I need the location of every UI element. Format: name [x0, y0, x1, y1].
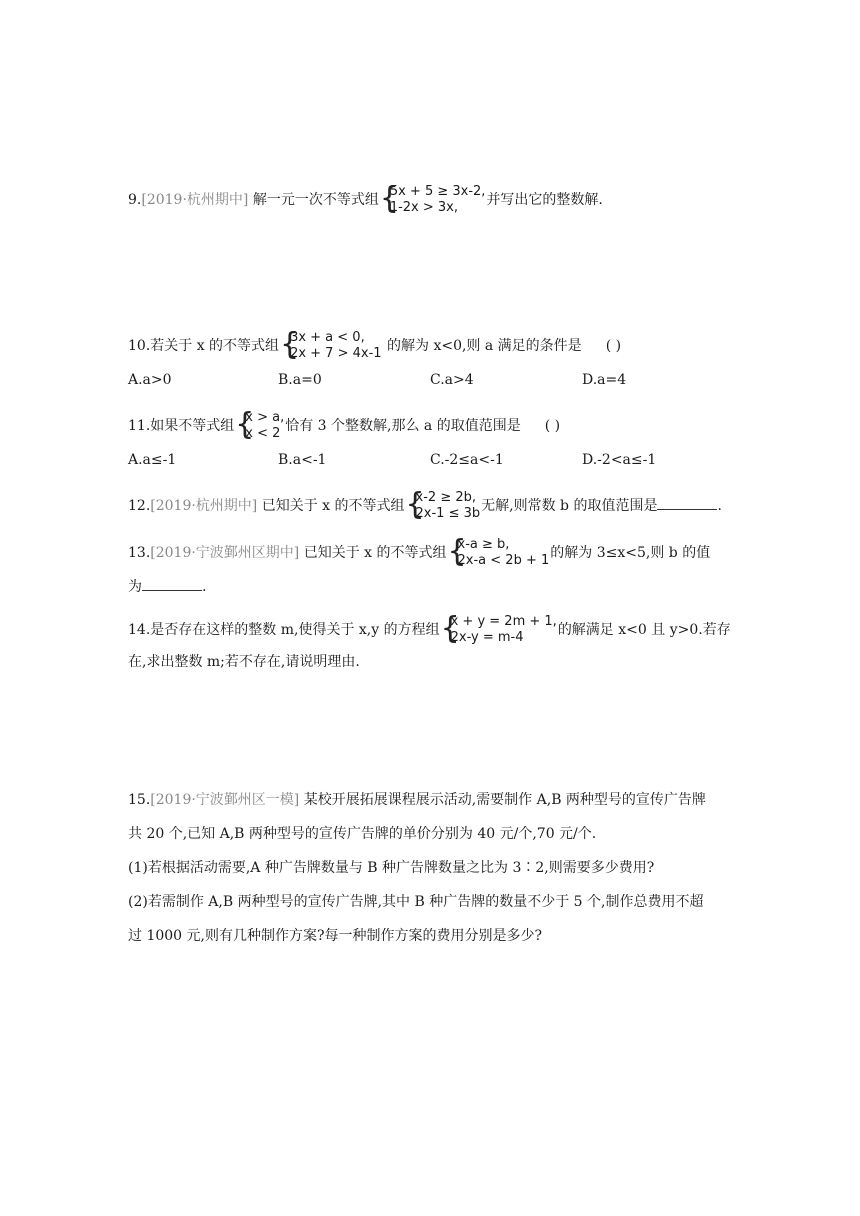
q13-number: 13.: [128, 545, 151, 561]
q9-text-after: 并写出它的整数解.: [486, 192, 603, 208]
q10-text-after: 的解为 x<0,则 a 满足的条件是: [387, 338, 582, 354]
q15-part-1: (1)若根据活动需要,A 种广告牌数量与 B 种广告牌数量之比为 3∶2,则需要多少费用?: [128, 860, 655, 876]
q12-number: 12.: [128, 498, 151, 514]
q11-system: [235, 407, 285, 442]
q11-text-before: 如果不等式组: [150, 418, 235, 434]
q13-source: [2019·宁波鄞州区期中]: [150, 545, 300, 561]
question-13: [128, 534, 711, 569]
question-12: [128, 487, 722, 522]
q15-line-2: 共 20 个,已知 A,B 两种型号的宣传广告牌的单价分别为 40 元/个,70 元/个.: [128, 826, 597, 842]
q9-text-before: 解一元一次不等式组: [252, 192, 379, 208]
q13-text-after: 的解为 3≤x<5,则 b 的值: [550, 545, 711, 561]
brace-icon: {: [235, 407, 255, 442]
q9-system-row-2: 1-2x > 3x,: [389, 200, 459, 215]
q13-system: [447, 534, 550, 569]
q10-option-d: D.a=4: [582, 372, 627, 388]
q12-source: [2019·杭州期中]: [150, 498, 258, 514]
q11-option-b: B.a<-1: [278, 452, 327, 468]
q13-line-2: [128, 576, 206, 597]
q12-system-row-1: x-2 ≥ 2b,: [415, 490, 476, 505]
q12-system: [405, 487, 481, 522]
q9-system-row-1: 5x + 5 ≥ 3x-2,: [389, 184, 486, 199]
question-15: [128, 790, 706, 810]
brace-icon: {: [405, 487, 425, 522]
q11-system-row-1: x > a,: [245, 410, 285, 425]
q15-line1: 某校开展拓展课程展示活动,需要制作 A,B 两种型号的宣传广告牌: [303, 792, 706, 808]
q10-number: 10.: [128, 338, 151, 354]
q13-end: .: [202, 579, 207, 595]
q13-system-row-1: x-a ≥ b,: [457, 537, 510, 552]
q11-system-row-2: x < 2: [245, 426, 281, 441]
q14-line-2: 在,求出整数 m;若不存在,请说明理由.: [128, 654, 360, 670]
q14-system-row-1: x + y = 2m + 1,: [450, 614, 557, 629]
question-14: [128, 611, 731, 646]
q11-number: 11.: [128, 418, 151, 434]
q15-number: 15.: [128, 792, 151, 808]
q14-text-before: 是否存在这样的整数 m,使得关于 x,y 的方程组: [150, 622, 440, 638]
q12-text-before: 已知关于 x 的不等式组: [261, 498, 405, 514]
q15-part-2: (2)若需制作 A,B 两种型号的宣传广告牌,其中 B 种广告牌的数量不少于 5 个,制作总费用不超: [128, 894, 704, 910]
q10-option-b: B.a=0: [278, 372, 322, 388]
q9-source: [2019·杭州期中]: [141, 192, 249, 208]
q14-system: [440, 611, 557, 646]
q11-option-c: C.-2≤a<-1: [430, 452, 504, 468]
q14-number: 14.: [128, 622, 151, 638]
q11-option-a: A.a≤-1: [128, 452, 177, 468]
brace-icon: {: [440, 611, 460, 646]
q10-system: [280, 327, 382, 362]
q11-text-after: 恰有 3 个整数解,那么 a 的取值范围是: [285, 418, 521, 434]
question-9: [128, 181, 603, 216]
q12-end: .: [717, 498, 722, 514]
brace-icon: {: [447, 534, 467, 569]
brace-icon: {: [280, 327, 300, 362]
q11-option-d: D.-2<a≤-1: [582, 452, 657, 468]
q15-source: [2019·宁波鄞州区一模]: [150, 792, 300, 808]
q9-number: 9.: [128, 192, 142, 208]
q10-system-row-1: 3x + a < 0,: [290, 330, 365, 345]
q10-option-a: A.a>0: [128, 372, 172, 388]
q13-answer-blank: [142, 576, 202, 591]
q10-option-c: C.a>4: [430, 372, 474, 388]
q10-system-row-2: 2x + 7 > 4x-1: [290, 346, 382, 361]
q11-answer-paren: ( ): [544, 418, 561, 434]
q13-text-before: 已知关于 x 的不等式组: [303, 545, 447, 561]
q9-system: [379, 181, 486, 216]
q10-text-before: 若关于 x 的不等式组: [150, 338, 280, 354]
q12-system-row-2: 2x-1 ≤ 3b: [415, 506, 481, 521]
q14-system-row-2: 2x-y = m-4: [450, 630, 524, 645]
q10-answer-paren: ( ): [605, 338, 622, 354]
q13-line2-text: 为: [128, 579, 142, 595]
q13-system-row-2: 2x-a < 2b + 1: [457, 553, 550, 568]
q12-text-after: 无解,则常数 b 的取值范围是: [481, 498, 658, 514]
q14-text-after: 的解满足 x<0 且 y>0.若存: [557, 622, 731, 638]
question-10: [128, 327, 622, 362]
question-11: [128, 407, 561, 442]
q12-answer-blank: [657, 495, 717, 510]
brace-icon: {: [379, 181, 399, 216]
q15-part-2-cont: 过 1000 元,则有几种制作方案?每一种制作方案的费用分别是多少?: [128, 928, 542, 944]
